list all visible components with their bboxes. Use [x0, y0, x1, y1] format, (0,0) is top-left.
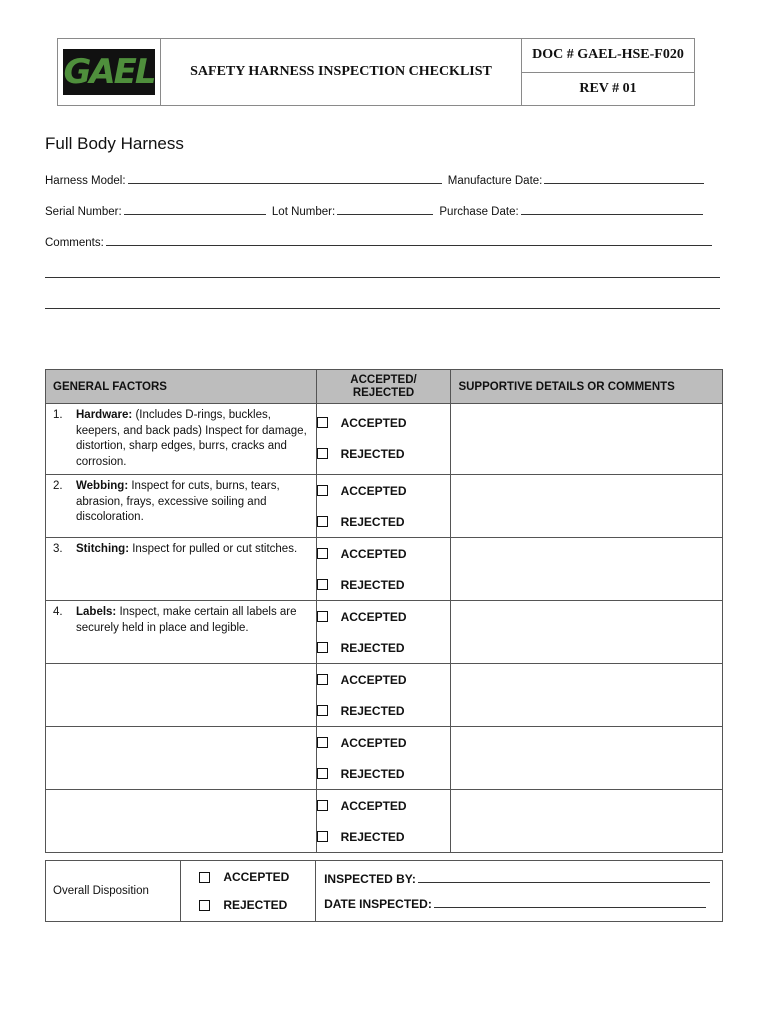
comments-line-3[interactable] — [45, 308, 720, 309]
factor-description — [76, 605, 308, 636]
lot-number-label: Lot Number: — [271, 206, 336, 218]
rejected-checkbox[interactable] — [199, 900, 210, 911]
table-row — [46, 727, 723, 790]
harness-model-label: Harness Model: — [45, 175, 126, 187]
rejected-label: REJECTED — [340, 703, 405, 718]
factor-number: 4. — [53, 606, 63, 618]
factor-name: Webbing: — [76, 480, 129, 492]
header-rejected-text: REJECTED — [352, 386, 415, 399]
comments-cell[interactable] — [451, 538, 723, 601]
purchase-date-label: Purchase Date: — [439, 206, 519, 218]
disposition-row — [46, 861, 723, 922]
status-cell — [316, 538, 451, 601]
rejected-checkbox[interactable] — [317, 768, 328, 779]
accepted-label: ACCEPTED — [340, 483, 407, 498]
factor-number: 1. — [53, 409, 63, 421]
accepted-checkbox[interactable] — [317, 485, 328, 496]
accepted-label: ACCEPTED — [223, 870, 290, 884]
rejected-label: REJECTED — [340, 640, 405, 655]
accepted-option[interactable] — [317, 664, 451, 695]
document-header — [57, 38, 695, 106]
harness-model-field[interactable] — [128, 172, 442, 184]
accepted-option[interactable] — [317, 538, 451, 569]
factor-detail: Inspect, make certain all labels are securely held in place and legible. — [76, 606, 297, 634]
factor-name: Hardware: — [76, 409, 133, 421]
factor-cell — [46, 790, 317, 853]
table-row — [46, 475, 723, 538]
date-inspected-row — [317, 896, 721, 911]
rejected-option[interactable] — [317, 821, 451, 852]
accepted-option[interactable] — [317, 727, 451, 758]
factor-text — [46, 538, 316, 562]
factor-number: 3. — [53, 543, 63, 555]
accepted-label: ACCEPTED — [340, 415, 407, 430]
accepted-option[interactable] — [317, 475, 451, 506]
factor-detail: Inspect for pulled or cut stitches. — [129, 543, 298, 555]
header-general-factors: GENERAL FACTORS — [46, 370, 317, 404]
table-row — [46, 601, 723, 664]
date-inspected-field[interactable] — [434, 896, 706, 908]
factor-description — [76, 542, 297, 558]
field-row-serial — [45, 203, 706, 218]
accepted-label: ACCEPTED — [340, 609, 407, 624]
table-row — [46, 790, 723, 853]
factor-cell — [46, 538, 317, 601]
logo-cell — [58, 39, 161, 105]
comments-cell[interactable] — [451, 664, 723, 727]
table-row — [46, 404, 723, 475]
factor-cell — [46, 404, 317, 475]
accepted-label: ACCEPTED — [340, 672, 407, 687]
factor-text — [46, 475, 316, 530]
doc-number: DOC # GAEL-HSE-F020 — [522, 39, 694, 73]
factor-detail: (Includes D-rings, buckles, keepers, and back pads) Inspect for damage, distortion, sharp edges, burrs, cracks and corrosion. — [76, 409, 307, 468]
date-inspected-label: DATE INSPECTED: — [324, 897, 432, 911]
header-accepted-text: ACCEPTED/ — [350, 373, 417, 386]
status-cell — [316, 475, 451, 538]
accepted-checkbox[interactable] — [199, 872, 210, 883]
comments-cell[interactable] — [451, 475, 723, 538]
accepted-label: ACCEPTED — [340, 546, 407, 561]
rejected-option[interactable] — [317, 438, 451, 469]
rejected-label: REJECTED — [223, 898, 288, 912]
status-cell — [316, 727, 451, 790]
comments-cell[interactable] — [451, 727, 723, 790]
inspection-table — [45, 369, 723, 853]
rejected-label: REJECTED — [340, 829, 405, 844]
rejected-checkbox[interactable] — [317, 705, 328, 716]
factor-number: 2. — [53, 480, 63, 492]
rejected-option[interactable] — [317, 506, 451, 537]
section-title: Full Body Harness — [45, 134, 184, 153]
factor-description — [76, 408, 308, 470]
rejected-label: REJECTED — [340, 446, 405, 461]
accepted-checkbox[interactable] — [317, 548, 328, 559]
factor-cell — [46, 727, 317, 790]
document-meta — [522, 39, 694, 105]
purchase-date-field[interactable] — [521, 203, 703, 215]
rejected-label: REJECTED — [340, 766, 405, 781]
field-row-model — [45, 172, 707, 187]
accepted-option[interactable] — [317, 790, 451, 821]
rejected-checkbox[interactable] — [317, 642, 328, 653]
status-cell — [316, 790, 451, 853]
status-cell — [316, 404, 451, 475]
comments-cell[interactable] — [451, 790, 723, 853]
comments-field[interactable] — [106, 234, 712, 246]
disposition-rejected[interactable] — [199, 891, 315, 919]
status-cell — [316, 664, 451, 727]
factor-name: Stitching: — [76, 543, 130, 555]
factor-cell — [46, 601, 317, 664]
disposition-checkboxes — [181, 861, 316, 922]
rejected-checkbox[interactable] — [317, 831, 328, 842]
rejected-option[interactable] — [317, 569, 451, 600]
rejected-checkbox[interactable] — [317, 516, 328, 527]
factor-text — [46, 404, 316, 474]
table-row — [46, 538, 723, 601]
manufacture-date-label: Manufacture Date: — [447, 175, 543, 187]
factor-cell — [46, 475, 317, 538]
factor-detail: Inspect for cuts, burns, tears, abrasion, frays, excessive soiling and discoloration. — [76, 480, 280, 523]
overall-disposition-label: Overall Disposition — [46, 861, 181, 922]
comments-cell[interactable] — [451, 601, 723, 664]
document-title: SAFETY HARNESS INSPECTION CHECKLIST — [161, 39, 522, 105]
rejected-checkbox[interactable] — [317, 448, 328, 459]
status-cell — [316, 601, 451, 664]
disposition-accepted[interactable] — [199, 863, 315, 891]
serial-number-label: Serial Number: — [45, 206, 122, 218]
rejected-option[interactable] — [317, 632, 451, 663]
accepted-option[interactable] — [317, 601, 451, 632]
header-comments: SUPPORTIVE DETAILS OR COMMENTS — [451, 370, 723, 404]
accepted-label: ACCEPTED — [340, 798, 407, 813]
manufacture-date-field[interactable] — [544, 172, 704, 184]
accepted-label: ACCEPTED — [340, 735, 407, 750]
factor-text — [46, 601, 316, 640]
rejected-option[interactable] — [317, 758, 451, 789]
disposition-table — [45, 860, 723, 922]
table-header-row — [46, 370, 723, 404]
inspected-by-label: INSPECTED BY: — [324, 872, 416, 886]
serial-number-field[interactable] — [124, 203, 266, 215]
rejected-option[interactable] — [317, 695, 451, 726]
revision-number: REV # 01 — [579, 80, 637, 96]
inspector-cell — [316, 861, 723, 922]
rejected-label: REJECTED — [340, 577, 405, 592]
rejected-label: REJECTED — [340, 514, 405, 529]
field-row-comments — [45, 234, 715, 249]
table-row — [46, 664, 723, 727]
factor-cell — [46, 664, 317, 727]
comments-label: Comments: — [45, 237, 104, 249]
accepted-option[interactable] — [317, 407, 451, 438]
factor-description — [76, 479, 308, 526]
comments-line-2[interactable] — [45, 277, 720, 278]
company-logo: GAEL — [63, 49, 155, 95]
inspected-by-field[interactable] — [418, 871, 710, 883]
lot-number-field[interactable] — [337, 203, 433, 215]
accepted-checkbox[interactable] — [317, 737, 328, 748]
factor-name: Labels: — [76, 606, 117, 618]
rejected-checkbox[interactable] — [317, 579, 328, 590]
accepted-checkbox[interactable] — [317, 800, 328, 811]
accepted-checkbox[interactable] — [317, 674, 328, 685]
accepted-checkbox[interactable] — [317, 611, 328, 622]
comments-cell[interactable] — [451, 404, 723, 475]
accepted-checkbox[interactable] — [317, 417, 328, 428]
inspected-by-row — [317, 871, 721, 886]
header-accepted-rejected — [316, 370, 451, 404]
